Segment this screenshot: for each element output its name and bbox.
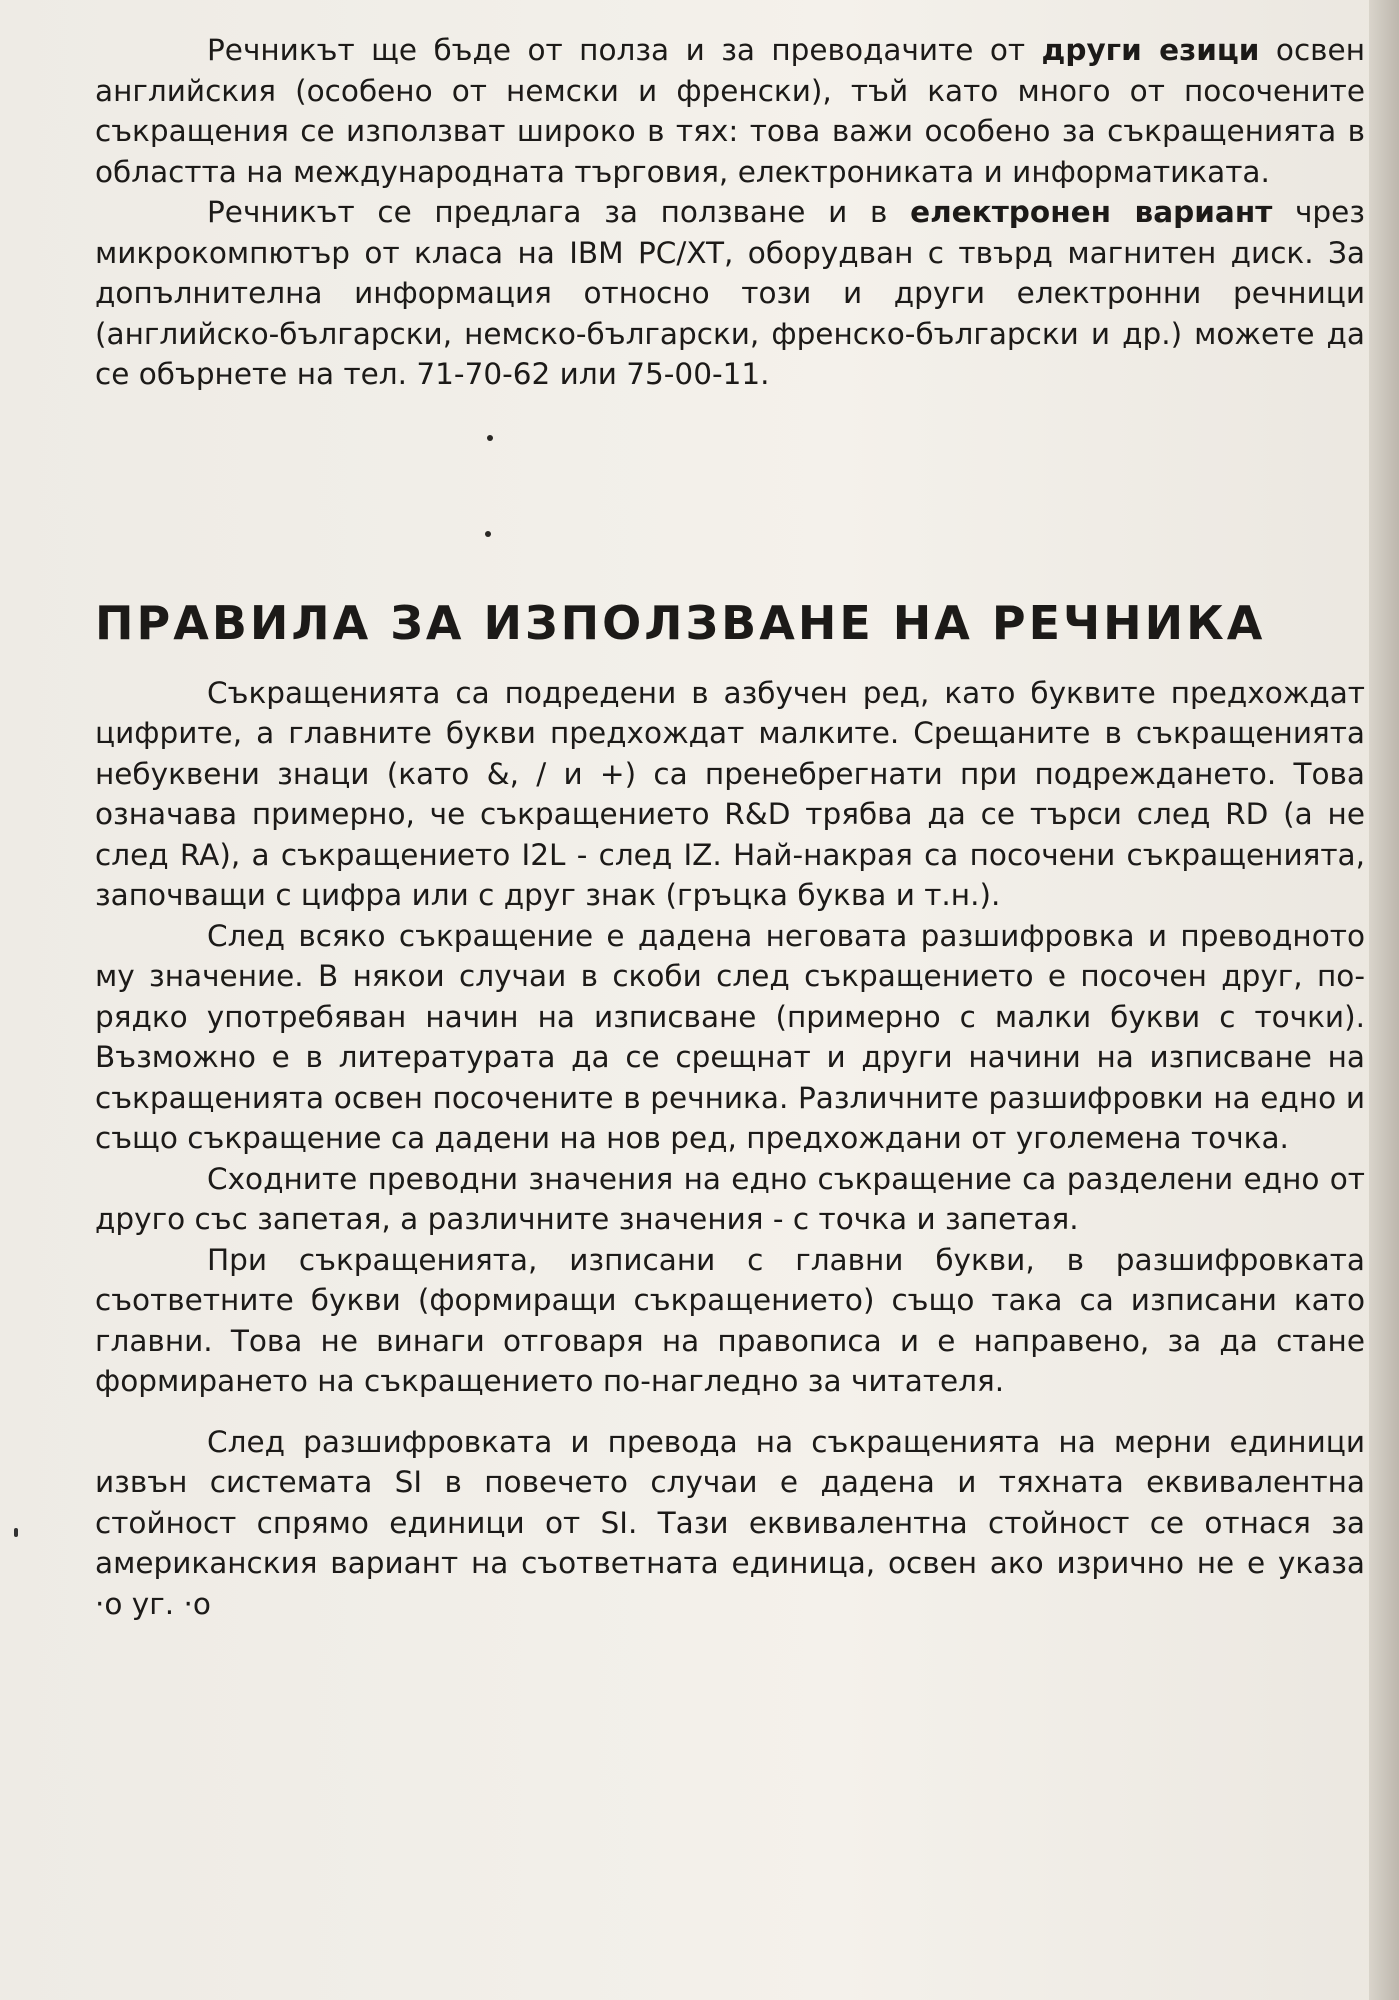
stray-dot [485, 531, 491, 537]
margin-mark [14, 1528, 18, 1537]
intro-p2-text-end: чрез микрокомпютър от класа на IBM PC/XT, оборудван с твърд магнитен диск. За допълнителна информация относно този и други електронни речници (английско-български, немско-български, френско-български и др.) можете да се обърнете на тел. 71-70-62 или 75-00-11. [95, 195, 1365, 391]
rules-paragraph: При съкращенията, изписани с главни букви, в разшифровката съответните букви (формиращи съкращението) също така са изписани като главни. Това не винаги отговаря на правописа и е направено, за да стане формирането на съкращението по-нагледно за читателя. [95, 1242, 1365, 1398]
rules-paragraph: След разшифровката и превода на съкращенията на мерни единици извън системата SI в повечето случаи е дадена и тяхната еквивалентна стойност спрямо единици от SI. Тази еквивалентна стойност се отнася за американския вариант на съответната единица, освен ако изрично не е указа ·о уг. ·о [95, 1424, 1365, 1621]
rules-paragraph: Съкращенията са подредени в азбучен ред, като буквите предхождат цифрите, а главните букви предхождат малките. Срещаните в съкращенията небуквени знаци (като &, / и +) са пренебрегнати при подреждането. Това означава примерно, че съкращението R&D трябва да се търси след RD (а не след RA), а съкращението I2L - след IZ. Най-накрая са посочени съкращенията, започващи с цифра или с друг знак (гръцка буква и т.н.). [95, 675, 1365, 912]
intro-p2-text: Речникът се предлага за ползване и в [207, 195, 911, 229]
page-edge [1369, 0, 1399, 2000]
intro-paragraph-1 [95, 30, 1365, 192]
rules-paragraph: Сходните преводни значения на едно съкращение са разделени едно от друго със запетая, а различните значения - с точка и запетая. [95, 1161, 1365, 1236]
intro-p1-bold: други езици [1041, 33, 1260, 67]
intro-p1-text: Речникът ще бъде от полза и за преводачите от [207, 33, 1042, 67]
section-gap [95, 395, 1365, 595]
stray-dot [487, 435, 493, 441]
intro-p2-bold: електронен вариант [910, 195, 1273, 229]
intro-paragraph-2 [95, 192, 1365, 395]
page-content [95, 30, 1365, 1624]
rules-paragraph: След всяко съкращение е дадена неговата разшифровка и преводното му значение. В някои случаи в скоби след съкращението е посочен друг, по-рядко употребяван начин на изписване (примерно с малки букви с точки). Възможно е в литературата да се срещнат и други начини на изписване на съкращенията освен посочените в речника. Различните разшифровки на едно и също съкращение са дадени на нов ред, предхождани от уголемена точка. [95, 918, 1365, 1155]
section-heading: ПРАВИЛА ЗА ИЗПОЛЗВАНЕ НА РЕЧНИКА [95, 595, 1266, 650]
intro-p1-text-end: освен английския (особено от немски и френски), тъй като много от посочените съкращения се използват широко в тях: това важи особено за съкращенията в областта на международната търговия, електрониката и информатиката. [95, 33, 1365, 189]
